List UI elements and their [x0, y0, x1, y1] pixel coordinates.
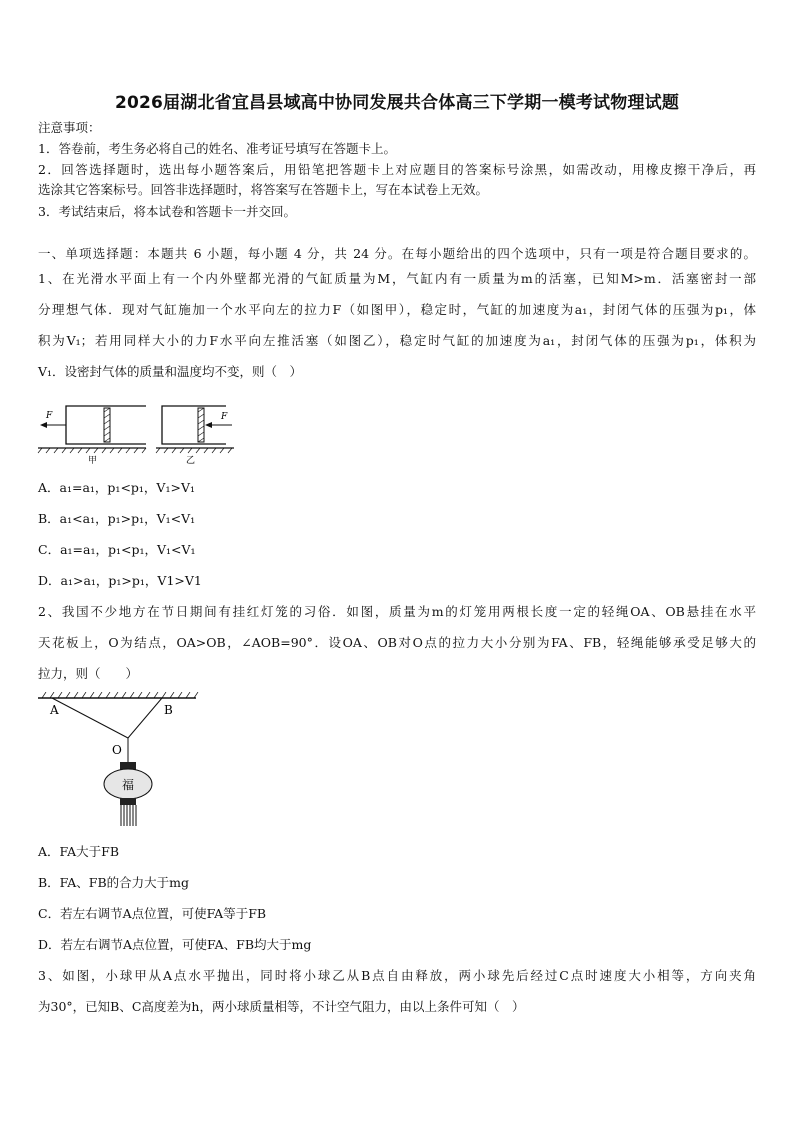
q1-option-d: D．a₁>a₁，p₁>p₁，V1>V1 [38, 573, 202, 588]
figure-label-yi: 乙 [186, 456, 196, 466]
force-label-right: F [221, 412, 228, 422]
q3-line-1: 3、如图，小球甲从A点水平抛出，同时将小球乙从B点自由释放，两小球先后经过C点时速度大小相等，方向夹角 [38, 968, 756, 983]
q1-line-4: V₁．设密封气体的质量和温度均不变，则（ ） [38, 364, 303, 379]
q2-line-1: 2、我国不少地方在节日期间有挂红灯笼的习俗．如图，质量为m的灯笼用两根长度一定的轻绳OA、OB悬挂在水平 [38, 604, 756, 619]
cylinder-pulled-diagram [38, 406, 146, 466]
section-heading: 一、单项选择题：本题共 6 小题，每小题 4 分，共 24 分。在每小题给出的四个选项中，只有一项是符合题目要求的。 [38, 246, 756, 261]
point-b-label: B [164, 703, 173, 717]
rope-ob [128, 698, 162, 738]
q1-line-1: 1、在光滑水平面上有一个内外壁都光滑的气缸质量为M，气缸内有一质量为m的活塞，已知M>m．活塞密封一部 [38, 271, 756, 286]
q3-line-2: 为30°，已知B、C高度差为h，两小球质量相等，不计空气阻力，由以上条件可知（ ） [38, 999, 525, 1014]
notice-item-1: 1．答卷前，考生务必将自己的姓名、准考证号填写在答题卡上。 [38, 141, 396, 156]
q1-option-b: B．a₁<a₁，p₁>p₁，V₁<V₁ [38, 511, 196, 526]
point-a-label: A [50, 703, 59, 717]
q2-option-a: A．FA大于FB [38, 844, 119, 859]
q2-line-2: 天花板上，O为结点，OA>OB，∠AOB=90°．设OA、OB对O点的拉力大小分别为FA、FB，轻绳能够承受足够大的 [38, 635, 756, 650]
q1-line-2: 分理想气体．现对气缸施加一个水平向左的拉力F（如图甲），稳定时，气缸的加速度为a₁，封闭气体的压强为p₁，体 [38, 302, 756, 317]
q1-cylinder-figure [36, 394, 236, 466]
q2-option-b: B．FA、FB的合力大于mg [38, 875, 190, 890]
q1-option-a: A．a₁=a₁，p₁<p₁，V₁>V₁ [38, 480, 195, 495]
lantern-character: 福 [122, 778, 135, 792]
cylinder-pushed-diagram [156, 406, 234, 466]
notice-item-2-cont: 选涂其它答案标号。回答非选择题时，将答案写在答题卡上，写在本试卷上无效。 [38, 182, 489, 197]
q2-line-3: 拉力，则（ ） [38, 666, 139, 681]
figure-label-jia: 甲 [88, 456, 98, 466]
notice-item-3: 3．考试结束后，将本试卷和答题卡一并交回。 [38, 204, 296, 219]
notice-item-2: 2．回答选择题时，选出每小题答案后，用铅笔把答题卡上对应题目的答案标号涂黑，如需改动，用橡皮擦干净后，再 [38, 162, 756, 177]
notice-heading: 注意事项： [38, 120, 101, 135]
q1-line-3: 积为V₁；若用同样大小的力F水平向左推活塞（如图乙），稳定时气缸的加速度为a₁，封闭气体的压强为p₁，体积为 [38, 333, 756, 348]
q2-lantern-figure [38, 692, 200, 832]
lantern-tassel [121, 805, 136, 826]
force-label-left: F [46, 411, 53, 421]
lantern-bottom-cap [120, 798, 136, 805]
q2-option-d: D．若左右调节A点位置，可使FA、FB均大于mg [38, 937, 312, 952]
q1-option-c: C．a₁=a₁，p₁<p₁，V₁<V₁ [38, 542, 196, 557]
page-title: 2026届湖北省宜昌县域高中协同发展共合体高三下学期一模考试物理试题 [114, 93, 680, 113]
rope-oa [52, 698, 128, 738]
q2-option-c: C．若左右调节A点位置，可使FA等于FB [38, 906, 267, 921]
point-o-label: O [112, 743, 122, 757]
